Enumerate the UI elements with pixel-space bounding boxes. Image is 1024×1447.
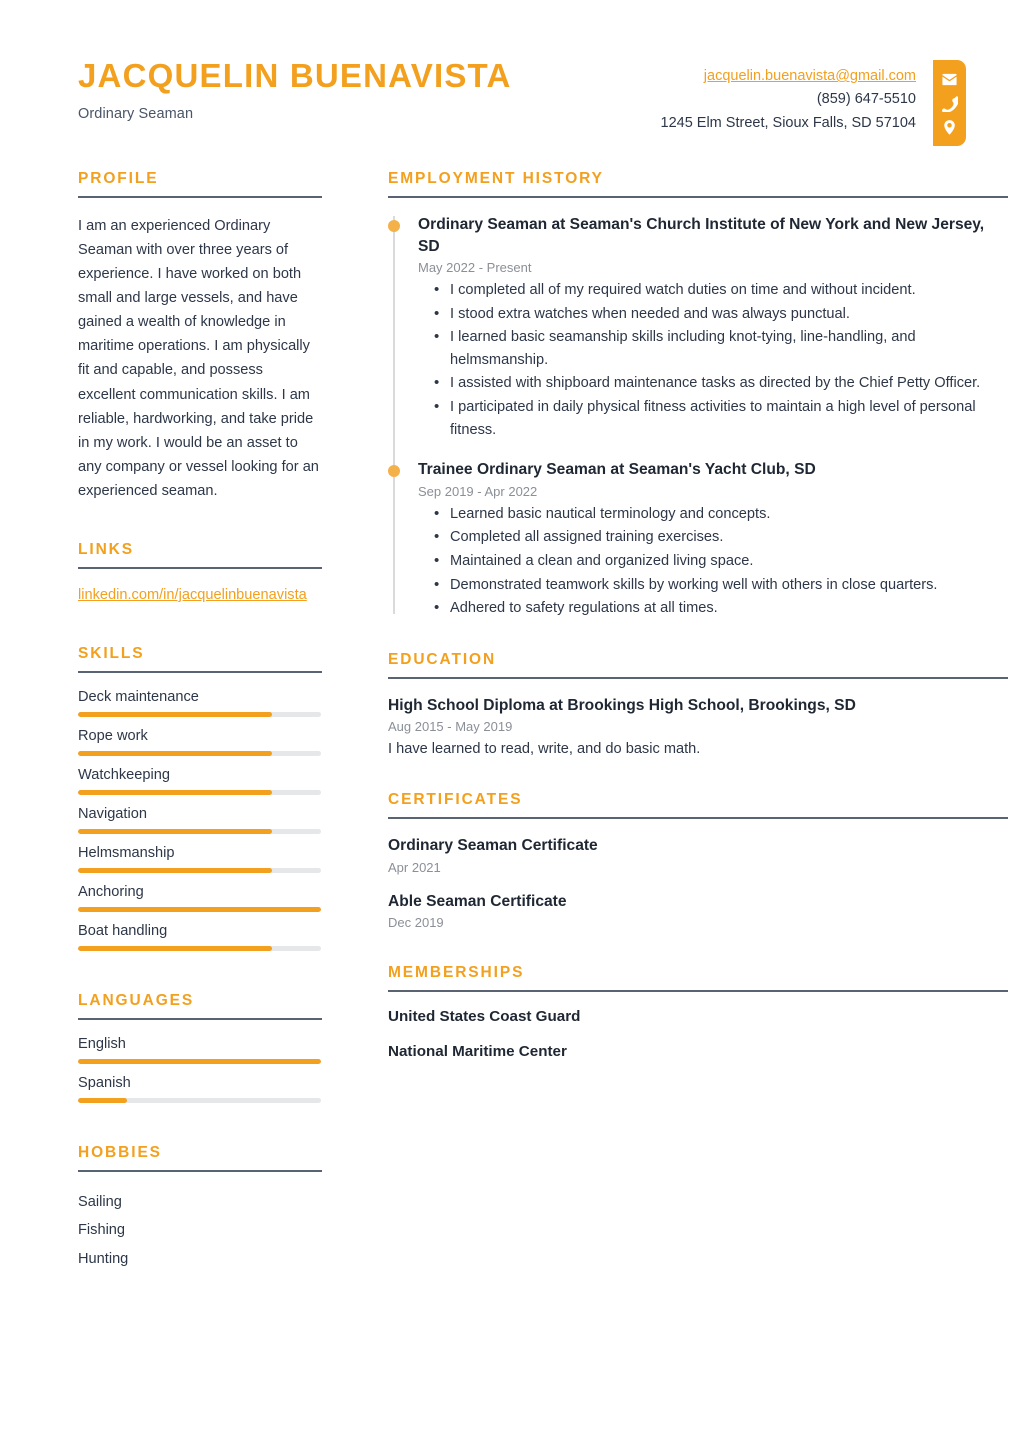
section-divider xyxy=(388,677,1008,679)
job-bullet: • I completed all of my required watch duties on time and without incident. xyxy=(450,279,1008,302)
section-skills xyxy=(78,645,322,951)
candidate-job-title: Ordinary Seaman xyxy=(78,106,194,122)
skill-bar-fill xyxy=(78,712,272,717)
section-links xyxy=(78,541,322,607)
skill-bar-track xyxy=(78,946,321,951)
section-divider xyxy=(78,1170,322,1172)
language-label: English xyxy=(78,1035,126,1052)
section-heading-profile: PROFILE xyxy=(78,170,159,187)
education-description: I have learned to read, write, and do basic math. xyxy=(388,741,701,758)
skill-label: Anchoring xyxy=(78,883,144,900)
phone-icon xyxy=(941,95,958,112)
certificate-date: Dec 2019 xyxy=(388,915,444,931)
skill-label: Rope work xyxy=(78,727,148,744)
job-title: Trainee Ordinary Seaman at Seaman's Yacht Club, SD xyxy=(418,461,816,479)
section-divider xyxy=(78,196,322,198)
contact-phone: (859) 647-5510 xyxy=(816,91,916,108)
certificate-date: Apr 2021 xyxy=(388,859,441,875)
section-divider xyxy=(388,196,1008,198)
skill-item xyxy=(78,767,322,795)
skill-label: Watchkeeping xyxy=(78,766,170,783)
hobby-item: Hunting xyxy=(78,1250,129,1267)
section-divider xyxy=(78,671,322,673)
skill-bar-track xyxy=(78,868,321,873)
hobby-item: Fishing xyxy=(78,1222,126,1239)
link-item[interactable]: linkedin.com/in/jacquelinbuenavista xyxy=(78,586,307,603)
skill-bar-fill xyxy=(78,907,321,912)
skill-item xyxy=(78,923,322,951)
spacer xyxy=(78,503,322,541)
skill-bar-fill xyxy=(78,868,272,873)
skill-item xyxy=(78,806,322,834)
skill-bar-fill xyxy=(78,829,272,834)
job-bullet: • Completed all assigned training exercises. xyxy=(450,526,1008,549)
section-divider xyxy=(78,567,322,569)
section-certificates xyxy=(388,791,1008,930)
skill-label: Deck maintenance xyxy=(78,688,199,705)
job-date: May 2022 - Present xyxy=(418,260,532,276)
section-heading-skills: SKILLS xyxy=(78,644,145,662)
skill-item xyxy=(78,845,322,873)
job-entry xyxy=(418,459,1008,620)
section-divider xyxy=(388,817,1008,819)
job-entry xyxy=(418,214,1008,441)
skill-bar-fill xyxy=(78,790,272,795)
section-languages xyxy=(78,992,322,1103)
membership-item: United States Coast Guard xyxy=(388,1008,581,1026)
main-column xyxy=(388,170,1008,1273)
section-profile xyxy=(78,170,322,503)
language-bar-fill xyxy=(78,1059,321,1064)
job-bullet-list xyxy=(418,503,1008,620)
spacer xyxy=(78,607,322,645)
job-bullet: • Adhered to safety regulations at all times. xyxy=(450,597,1008,620)
profile-text: I am an experienced Ordinary Seaman with over three years of experience. I have worked on both small and large vessels, and have gained a wealth of knowledge in maritime operations. I am physically fit and capable, and possess excellent communication skills. I am reliable, hardworking, and take pride in my work. I would be an asset to any company or vessel looking for an experienced seaman. xyxy=(78,218,319,499)
job-bullet: • I stood extra watches when needed and was always punctual. xyxy=(450,303,1008,326)
timeline-dot-icon xyxy=(388,220,400,232)
membership-item: National Maritime Center xyxy=(388,1043,567,1061)
spacer xyxy=(78,1114,322,1144)
certificate-entry xyxy=(388,891,1008,931)
section-hobbies xyxy=(78,1144,322,1273)
certificate-title: Ordinary Seaman Certificate xyxy=(388,836,598,854)
spacer xyxy=(78,962,322,992)
section-heading-employment: EMPLOYMENT HISTORY xyxy=(388,170,604,187)
spacer xyxy=(388,761,1008,791)
language-item xyxy=(78,1075,322,1103)
sidebar-column xyxy=(78,170,346,1273)
skill-label: Navigation xyxy=(78,805,147,822)
candidate-name: JACQUELIN BUENAVISTA xyxy=(78,57,512,94)
location-pin-icon xyxy=(941,119,958,136)
certificate-title: Able Seaman Certificate xyxy=(388,892,567,910)
language-bar-track xyxy=(78,1059,321,1064)
section-heading-certificates: CERTIFICATES xyxy=(388,790,523,808)
skill-bar-track xyxy=(78,907,321,912)
education-entry xyxy=(388,695,1008,761)
certificate-entry xyxy=(388,835,1008,875)
timeline-dot-icon xyxy=(388,465,400,477)
resume-body xyxy=(0,170,1024,1273)
hobby-item: Sailing xyxy=(78,1193,122,1210)
skill-item xyxy=(78,728,322,756)
skill-bar-fill xyxy=(78,751,272,756)
language-bar-fill xyxy=(78,1098,127,1103)
education-date: Aug 2015 - May 2019 xyxy=(388,719,513,735)
job-title: Ordinary Seaman at Seaman's Church Institute of New York and New Jersey, SD xyxy=(418,216,985,255)
envelope-icon xyxy=(941,71,958,88)
language-item xyxy=(78,1036,322,1064)
education-title: High School Diploma at Brookings High School, Brookings, SD xyxy=(388,696,856,714)
section-divider xyxy=(78,1018,322,1020)
skill-bar-fill xyxy=(78,946,272,951)
section-divider xyxy=(388,990,1008,992)
section-heading-languages: LANGUAGES xyxy=(78,991,195,1009)
job-bullet: • I participated in daily physical fitness activities to maintain a high level of personal fitness. xyxy=(450,396,1008,441)
section-education xyxy=(388,651,1008,761)
job-bullet: • I learned basic seamanship skills including knot-tying, line-handling, and helmsmanship. xyxy=(450,326,1008,371)
skill-item xyxy=(78,884,322,912)
employment-timeline xyxy=(388,214,1008,620)
contact-address: 1245 Elm Street, Sioux Falls, SD 57104 xyxy=(660,114,916,131)
section-heading-education: EDUCATION xyxy=(388,650,497,668)
skill-item xyxy=(78,689,322,717)
job-bullet-list xyxy=(418,279,1008,441)
section-employment-history xyxy=(388,170,1008,620)
contact-icon-strip xyxy=(933,60,966,146)
spacer xyxy=(388,934,1008,964)
skill-bar-track xyxy=(78,790,321,795)
job-bullet: • I assisted with shipboard maintenance tasks as directed by the Chief Petty Officer. xyxy=(450,372,1008,395)
section-heading-memberships: MEMBERSHIPS xyxy=(388,964,525,982)
skill-bar-track xyxy=(78,751,321,756)
resume-header xyxy=(0,0,1024,170)
contact-details xyxy=(661,65,917,135)
skill-bar-track xyxy=(78,712,321,717)
job-bullet: • Demonstrated teamwork skills by working well with others in close quarters. xyxy=(450,574,1008,597)
section-memberships xyxy=(388,964,1008,1060)
contact-email[interactable]: jacquelin.buenavista@gmail.com xyxy=(703,68,916,84)
spacer xyxy=(388,621,1008,651)
job-date: Sep 2019 - Apr 2022 xyxy=(418,483,538,499)
section-heading-links: LINKS xyxy=(78,540,134,558)
language-label: Spanish xyxy=(78,1074,131,1091)
language-bar-track xyxy=(78,1098,321,1103)
job-bullet: • Maintained a clean and organized living space. xyxy=(450,550,1008,573)
skill-label: Helmsmanship xyxy=(78,844,175,861)
skill-bar-track xyxy=(78,829,321,834)
skill-label: Boat handling xyxy=(78,922,168,939)
job-bullet: • Learned basic nautical terminology and concepts. xyxy=(450,503,1008,526)
section-heading-hobbies: HOBBIES xyxy=(78,1143,162,1161)
